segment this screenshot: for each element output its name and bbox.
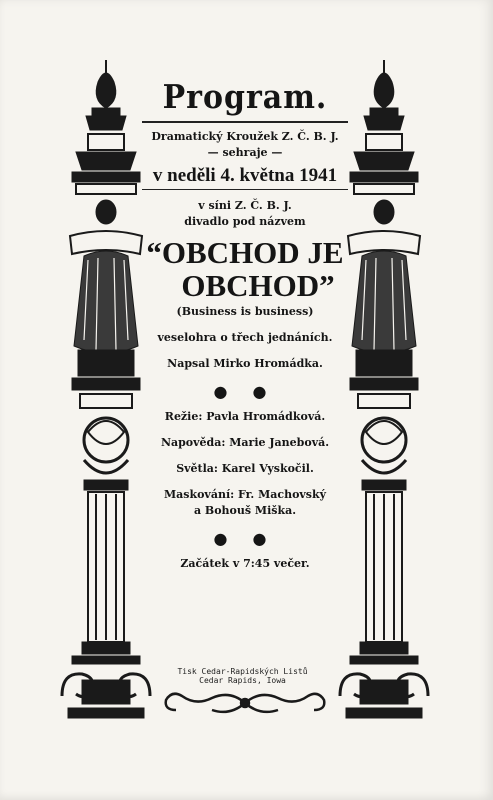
start-time: Začátek v 7:45 večer. — [180, 557, 310, 570]
imprint-line-2: Cedar Rapids, Iowa — [199, 676, 286, 685]
printer-imprint — [150, 667, 335, 685]
scroll-ornament-icon — [160, 688, 330, 718]
play-title-line-1: “OBCHOD JE — [146, 235, 344, 270]
caryatid-pillar-icon — [336, 60, 432, 720]
intro-line: divadlo pod názvem — [184, 215, 306, 228]
presents-line: — sehraje — — [207, 146, 283, 159]
play-title — [140, 236, 350, 302]
credit-maskovani-1: Maskování: Fr. Machovský — [163, 488, 327, 501]
credit-svetla: Světla: Karel Vyskočil. — [176, 462, 314, 475]
venue: v síni Z. Č. B. J. — [198, 199, 292, 212]
title-divider — [142, 121, 348, 123]
play-title-line-2: OBCHOD” — [181, 268, 335, 303]
credit-napoveda: Napověda: Marie Janebová. — [160, 436, 330, 449]
author: Napsal Mirko Hromádka. — [167, 357, 323, 370]
play-subtitle: (Business is business) — [176, 305, 314, 318]
organizer: Dramatický Kroužek Z. Č. B. J. — [151, 130, 339, 143]
imprint-line-1: Tisk Cedar-Rapidských Listů — [177, 667, 308, 676]
performance-date: v neděli 4. května 1941 — [152, 165, 338, 186]
separator-dots: ● ● — [213, 382, 277, 401]
page-title: Program. — [162, 78, 328, 117]
separator-dots-2: ● ● — [213, 529, 277, 548]
credit-maskovani-2: a Bohouš Miška. — [193, 504, 297, 517]
program-content — [140, 80, 350, 572]
credit-rezie: Režie: Pavla Hromádková. — [164, 410, 326, 423]
genre: veselohra o třech jednáních. — [157, 331, 333, 344]
date-divider — [142, 189, 348, 190]
